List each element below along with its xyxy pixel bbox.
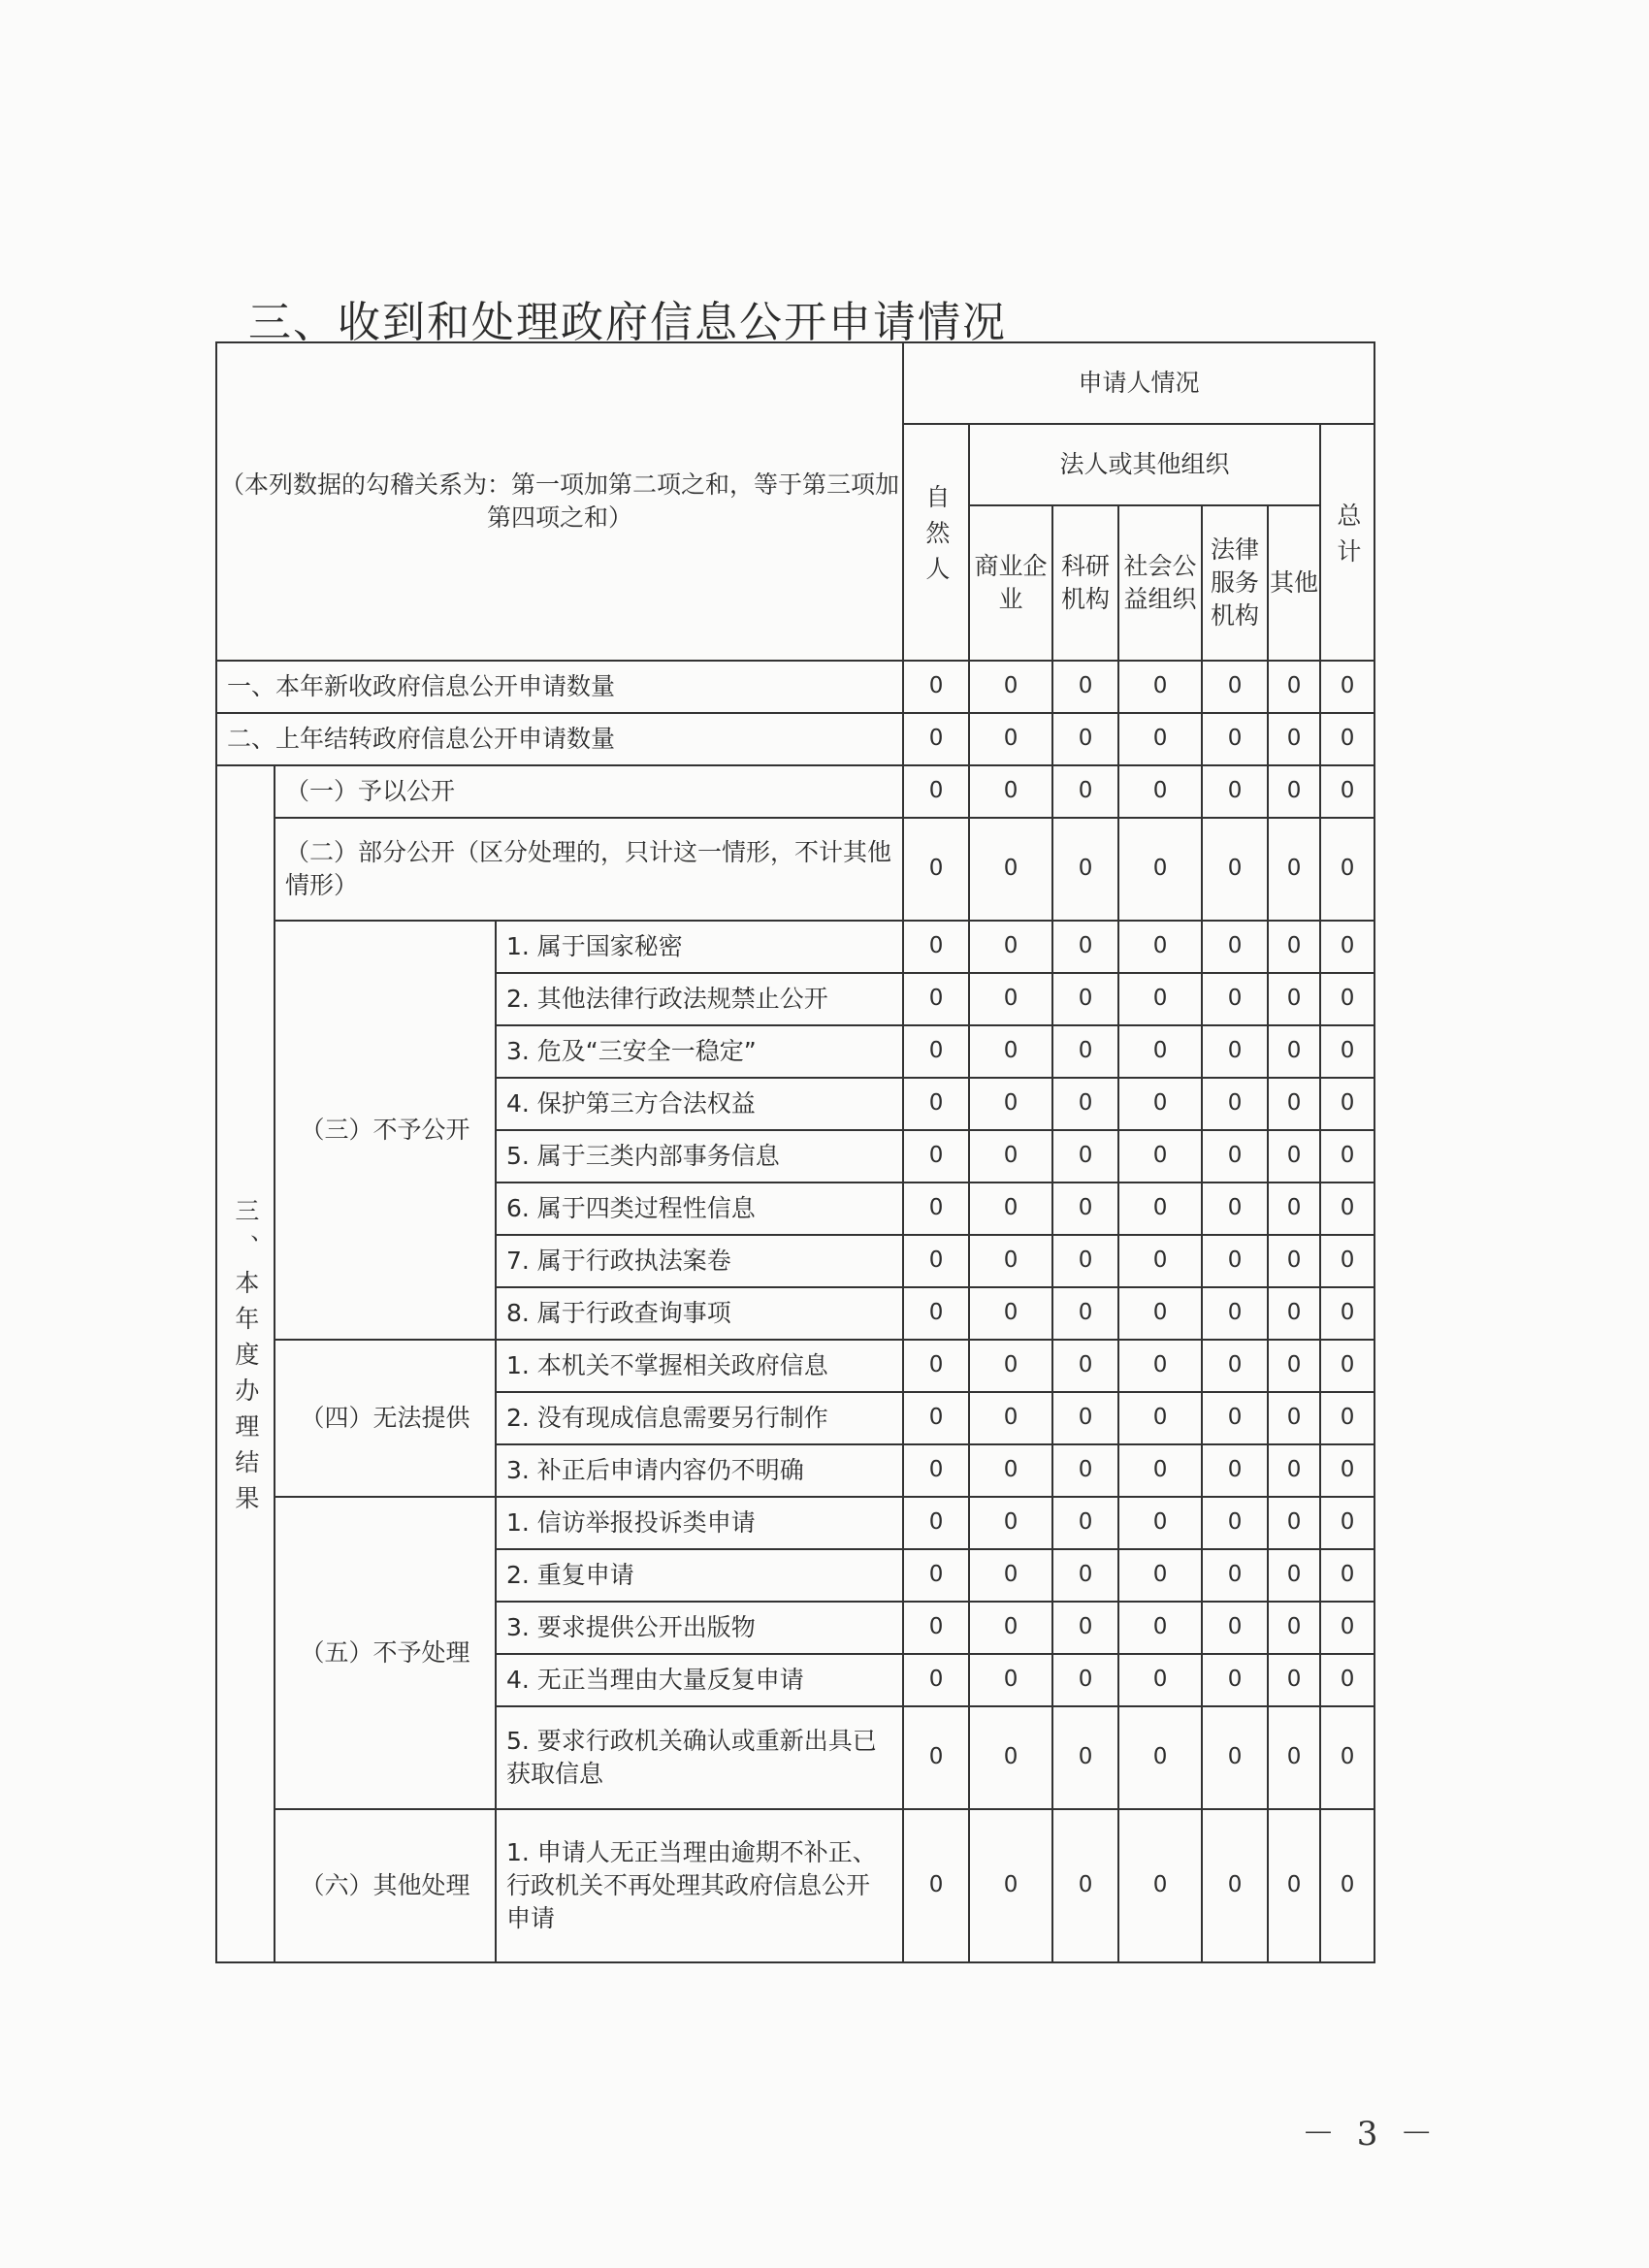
section3-label: 三、本年度办理结果 [216, 765, 275, 1962]
table-row [216, 765, 1374, 818]
value-cell: 0 [1268, 1130, 1320, 1183]
value-cell: 0 [969, 1078, 1052, 1130]
value-cell: 0 [1268, 713, 1320, 765]
value-cell: 0 [1052, 818, 1118, 921]
value-cell: 0 [1052, 1025, 1118, 1078]
value-cell: 0 [1320, 818, 1374, 921]
value-cell: 0 [1268, 1706, 1320, 1809]
value-cell: 0 [1202, 713, 1268, 765]
value-cell: 0 [1268, 1602, 1320, 1654]
value-cell: 0 [1320, 1130, 1374, 1183]
value-cell: 0 [1052, 1654, 1118, 1706]
value-cell: 0 [1268, 1078, 1320, 1130]
value-cell: 0 [1052, 1706, 1118, 1809]
value-cell: 0 [1202, 1078, 1268, 1130]
value-cell: 0 [1118, 1025, 1202, 1078]
value-cell: 0 [1118, 1602, 1202, 1654]
item-label: 1. 本机关不掌握相关政府信息 [496, 1340, 903, 1392]
value-cell: 0 [1320, 1078, 1374, 1130]
value-cell: 0 [903, 765, 969, 818]
value-cell: 0 [1268, 1549, 1320, 1602]
value-cell: 0 [969, 1497, 1052, 1549]
item-label: 1. 属于国家秘密 [496, 921, 903, 973]
value-cell: 0 [1320, 765, 1374, 818]
table-row [216, 921, 1374, 973]
value-cell: 0 [1118, 661, 1202, 713]
group-label: （一）予以公开 [275, 765, 903, 818]
value-cell: 0 [903, 921, 969, 973]
value-cell: 0 [1320, 1340, 1374, 1392]
value-cell: 0 [1052, 1340, 1118, 1392]
value-cell: 0 [969, 661, 1052, 713]
group-label: （五）不予处理 [275, 1497, 496, 1809]
value-cell: 0 [1118, 1809, 1202, 1962]
value-cell: 0 [903, 1549, 969, 1602]
value-cell: 0 [1052, 921, 1118, 973]
value-cell: 0 [969, 1340, 1052, 1392]
value-cell: 0 [903, 713, 969, 765]
value-cell: 0 [1320, 1809, 1374, 1962]
value-cell: 0 [1052, 1602, 1118, 1654]
value-cell: 0 [1268, 818, 1320, 921]
info-disclosure-table [215, 341, 1375, 1963]
value-cell: 0 [1202, 1392, 1268, 1444]
row-label: 二、上年结转政府信息公开申请数量 [216, 713, 903, 765]
value-cell: 0 [1118, 1654, 1202, 1706]
value-cell: 0 [903, 1497, 969, 1549]
value-cell: 0 [1052, 1235, 1118, 1287]
value-cell: 0 [1268, 1340, 1320, 1392]
value-cell: 0 [969, 818, 1052, 921]
value-cell: 0 [1202, 1235, 1268, 1287]
table-row [216, 1497, 1374, 1549]
item-label: 3. 要求提供公开出版物 [496, 1602, 903, 1654]
value-cell: 0 [903, 1078, 969, 1130]
value-cell: 0 [903, 661, 969, 713]
table-row [216, 661, 1374, 713]
value-cell: 0 [1268, 661, 1320, 713]
item-label: 2. 其他法律行政法规禁止公开 [496, 973, 903, 1025]
value-cell: 0 [903, 1654, 969, 1706]
value-cell: 0 [1320, 921, 1374, 973]
value-cell: 0 [969, 1444, 1052, 1497]
value-cell: 0 [1268, 1183, 1320, 1235]
value-cell: 0 [903, 1287, 969, 1340]
value-cell: 0 [969, 1235, 1052, 1287]
value-cell: 0 [1320, 661, 1374, 713]
value-cell: 0 [903, 1340, 969, 1392]
value-cell: 0 [1118, 1340, 1202, 1392]
value-cell: 0 [969, 1025, 1052, 1078]
value-cell: 0 [1052, 713, 1118, 765]
value-cell: 0 [1202, 1183, 1268, 1235]
value-cell: 0 [1320, 973, 1374, 1025]
section-title: 三、收到和处理政府信息公开申请情况 [248, 298, 1007, 347]
header-natural-person: 自然人 [903, 424, 969, 661]
value-cell: 0 [1118, 973, 1202, 1025]
value-cell: 0 [1320, 1183, 1374, 1235]
table-row [216, 713, 1374, 765]
value-cell: 0 [1320, 1287, 1374, 1340]
value-cell: 0 [1202, 1549, 1268, 1602]
value-cell: 0 [1118, 713, 1202, 765]
header-applicant-situation: 申请人情况 [903, 342, 1374, 424]
value-cell: 0 [1320, 1392, 1374, 1444]
value-cell: 0 [1268, 1287, 1320, 1340]
item-label: 1. 申请人无正当理由逾期不补正、行政机关不再处理其政府信息公开申请 [496, 1809, 903, 1962]
value-cell: 0 [1118, 921, 1202, 973]
value-cell: 0 [1118, 1130, 1202, 1183]
value-cell: 0 [1268, 1235, 1320, 1287]
value-cell: 0 [969, 921, 1052, 973]
group-label: （六）其他处理 [275, 1809, 496, 1962]
value-cell: 0 [1052, 1497, 1118, 1549]
value-cell: 0 [1268, 765, 1320, 818]
value-cell: 0 [1202, 973, 1268, 1025]
value-cell: 0 [1202, 1340, 1268, 1392]
value-cell: 0 [969, 1602, 1052, 1654]
value-cell: 0 [1268, 973, 1320, 1025]
value-cell: 0 [1268, 921, 1320, 973]
value-cell: 0 [969, 1654, 1052, 1706]
value-cell: 0 [1052, 661, 1118, 713]
value-cell: 0 [969, 765, 1052, 818]
value-cell: 0 [969, 973, 1052, 1025]
value-cell: 0 [1202, 1444, 1268, 1497]
value-cell: 0 [1118, 1706, 1202, 1809]
header-total: 总计 [1320, 424, 1374, 661]
item-label: 4. 无正当理由大量反复申请 [496, 1654, 903, 1706]
item-label: 7. 属于行政执法案卷 [496, 1235, 903, 1287]
value-cell: 0 [1202, 1654, 1268, 1706]
value-cell: 0 [1118, 1549, 1202, 1602]
value-cell: 0 [1202, 1497, 1268, 1549]
value-cell: 0 [1320, 1444, 1374, 1497]
value-cell: 0 [1052, 973, 1118, 1025]
header-other: 其他 [1268, 505, 1320, 661]
value-cell: 0 [1268, 1392, 1320, 1444]
value-cell: 0 [1052, 1809, 1118, 1962]
item-label: 6. 属于四类过程性信息 [496, 1183, 903, 1235]
reconciliation-note: （本列数据的勾稽关系为：第一项加第二项之和，等于第三项加第四项之和） [216, 342, 903, 661]
value-cell: 0 [903, 1706, 969, 1809]
value-cell: 0 [1320, 1706, 1374, 1809]
value-cell: 0 [1202, 1809, 1268, 1962]
value-cell: 0 [1202, 1602, 1268, 1654]
value-cell: 0 [1202, 818, 1268, 921]
value-cell: 0 [1202, 765, 1268, 818]
value-cell: 0 [1118, 1235, 1202, 1287]
value-cell: 0 [1268, 1809, 1320, 1962]
table-row [216, 1809, 1374, 1962]
item-label: 3. 补正后申请内容仍不明确 [496, 1444, 903, 1497]
value-cell: 0 [1268, 1025, 1320, 1078]
value-cell: 0 [1052, 1078, 1118, 1130]
group-label: （二）部分公开（区分处理的，只计这一情形，不计其他情形） [275, 818, 903, 921]
item-label: 2. 重复申请 [496, 1549, 903, 1602]
item-label: 4. 保护第三方合法权益 [496, 1078, 903, 1130]
item-label: 8. 属于行政查询事项 [496, 1287, 903, 1340]
value-cell: 0 [903, 1235, 969, 1287]
value-cell: 0 [969, 1130, 1052, 1183]
value-cell: 0 [969, 1549, 1052, 1602]
value-cell: 0 [1268, 1444, 1320, 1497]
value-cell: 0 [969, 1287, 1052, 1340]
value-cell: 0 [1052, 765, 1118, 818]
value-cell: 0 [1320, 1235, 1374, 1287]
item-label: 5. 要求行政机关确认或重新出具已获取信息 [496, 1706, 903, 1809]
page-number: － 3 － [1302, 2115, 1439, 2154]
value-cell: 0 [1320, 1654, 1374, 1706]
value-cell: 0 [1118, 1183, 1202, 1235]
value-cell: 0 [1052, 1392, 1118, 1444]
value-cell: 0 [969, 1183, 1052, 1235]
value-cell: 0 [969, 1706, 1052, 1809]
value-cell: 0 [969, 1392, 1052, 1444]
value-cell: 0 [1052, 1287, 1118, 1340]
item-label: 5. 属于三类内部事务信息 [496, 1130, 903, 1183]
value-cell: 0 [1202, 1130, 1268, 1183]
value-cell: 0 [969, 1809, 1052, 1962]
item-label: 3. 危及“三安全一稳定” [496, 1025, 903, 1078]
value-cell: 0 [1320, 1549, 1374, 1602]
value-cell: 0 [903, 1025, 969, 1078]
header-social-welfare: 社会公益组织 [1118, 505, 1202, 661]
value-cell: 0 [1118, 1287, 1202, 1340]
group-label: （四）无法提供 [275, 1340, 496, 1497]
value-cell: 0 [903, 818, 969, 921]
value-cell: 0 [903, 1602, 969, 1654]
value-cell: 0 [1052, 1549, 1118, 1602]
value-cell: 0 [903, 973, 969, 1025]
value-cell: 0 [1268, 1497, 1320, 1549]
value-cell: 0 [903, 1130, 969, 1183]
header-legal-group: 法人或其他组织 [969, 424, 1320, 505]
header-research: 科研机构 [1052, 505, 1118, 661]
value-cell: 0 [1320, 1497, 1374, 1549]
group-label: （三）不予公开 [275, 921, 496, 1340]
value-cell: 0 [969, 713, 1052, 765]
table-row [216, 818, 1374, 921]
value-cell: 0 [1320, 713, 1374, 765]
value-cell: 0 [1052, 1444, 1118, 1497]
value-cell: 0 [903, 1444, 969, 1497]
table-row [216, 1340, 1374, 1392]
value-cell: 0 [1202, 1287, 1268, 1340]
value-cell: 0 [1202, 921, 1268, 973]
value-cell: 0 [903, 1809, 969, 1962]
item-label: 1. 信访举报投诉类申请 [496, 1497, 903, 1549]
value-cell: 0 [903, 1392, 969, 1444]
value-cell: 0 [1268, 1654, 1320, 1706]
value-cell: 0 [1052, 1130, 1118, 1183]
value-cell: 0 [1202, 661, 1268, 713]
header-legal-service: 法律服务机构 [1202, 505, 1268, 661]
value-cell: 0 [1320, 1025, 1374, 1078]
value-cell: 0 [1320, 1602, 1374, 1654]
header-commercial: 商业企业 [969, 505, 1052, 661]
value-cell: 0 [1118, 1497, 1202, 1549]
value-cell: 0 [1202, 1025, 1268, 1078]
item-label: 2. 没有现成信息需要另行制作 [496, 1392, 903, 1444]
value-cell: 0 [1118, 765, 1202, 818]
value-cell: 0 [1118, 1078, 1202, 1130]
value-cell: 0 [1118, 1392, 1202, 1444]
value-cell: 0 [1202, 1706, 1268, 1809]
value-cell: 0 [903, 1183, 969, 1235]
value-cell: 0 [1118, 1444, 1202, 1497]
value-cell: 0 [1052, 1183, 1118, 1235]
value-cell: 0 [1118, 818, 1202, 921]
row-label: 一、本年新收政府信息公开申请数量 [216, 661, 903, 713]
